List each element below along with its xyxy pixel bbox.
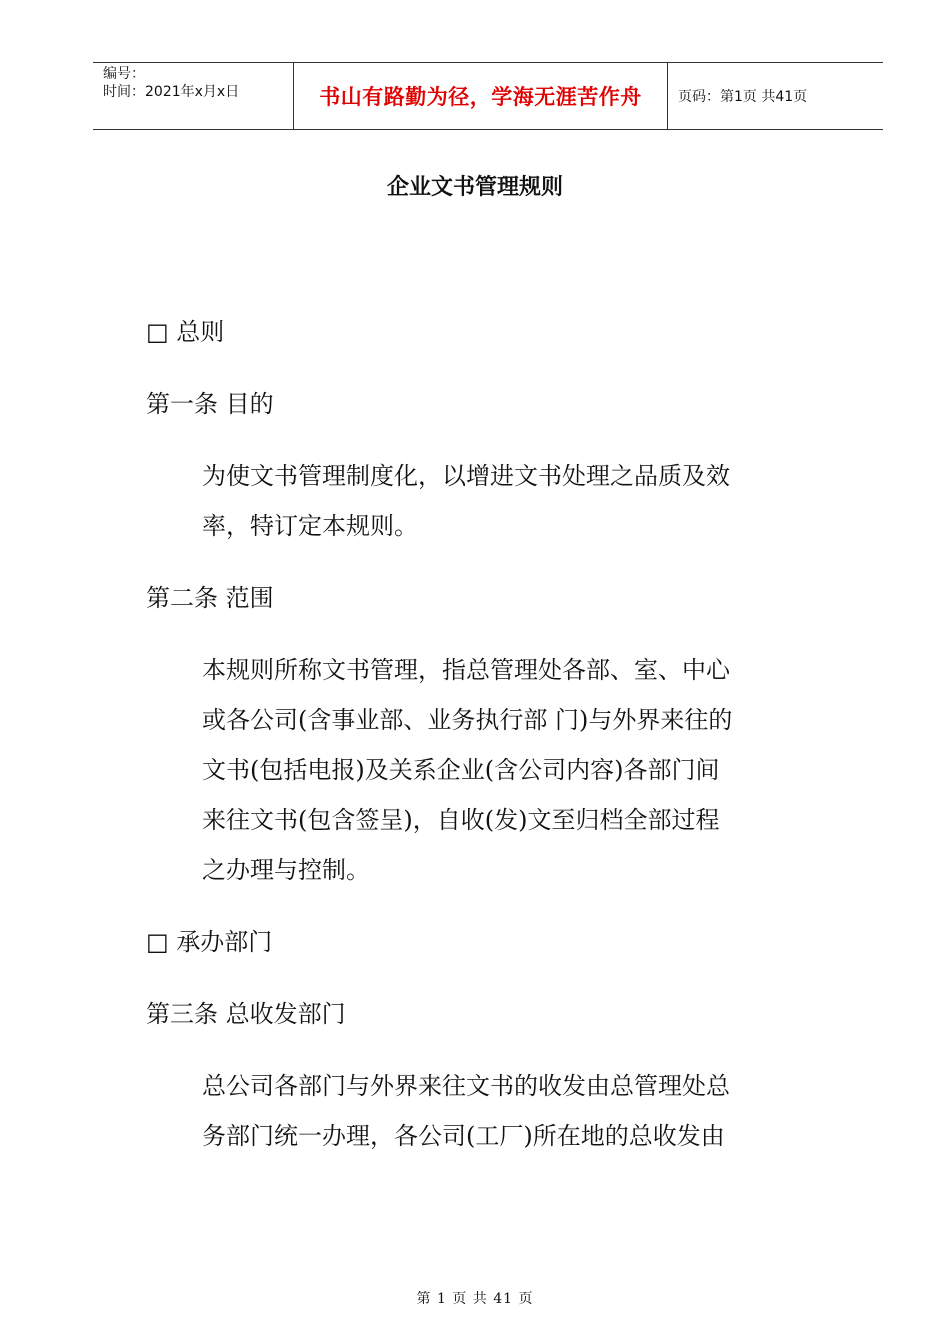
section-heading-departments: □ 承办部门 xyxy=(146,928,273,956)
article-3-heading: 第三条 总收发部门 xyxy=(146,1000,346,1028)
article-2-text-line: 来往文书(包含签呈)，自收(发)文至归档全部过程 xyxy=(202,806,720,834)
header-meta-cell xyxy=(93,63,294,129)
article-1-text-line: 为使文书管理制度化，以增进文书处理之品质及效 xyxy=(202,462,730,490)
section-heading-general: □ 总则 xyxy=(146,318,225,346)
page-footer: 第 1 页 共 41 页 xyxy=(416,1291,534,1307)
article-2-text-line: 或各公司(含事业部、业务执行部 门)与外界来往的 xyxy=(202,706,733,734)
article-2-text-line: 文书(包括电报)及关系企业(含公司内容)各部门间 xyxy=(202,756,720,784)
document-time-label: 时间：2021年x月x日 xyxy=(103,84,240,100)
article-2-heading: 第二条 范围 xyxy=(146,584,274,612)
article-2-text-line: 本规则所称文书管理，指总管理处各部、室、中心 xyxy=(202,656,730,684)
page-header xyxy=(93,62,883,130)
article-1-heading: 第一条 目的 xyxy=(146,390,274,418)
document-title: 企业文书管理规则 xyxy=(386,174,563,200)
article-3-text-line: 总公司各部门与外界来往文书的收发由总管理处总 xyxy=(202,1072,730,1100)
document-number-label: 编号： xyxy=(103,66,145,82)
article-2-text-line: 之办理与控制。 xyxy=(202,856,370,884)
header-motto: 书山有路勤为径，学海无涯苦作舟 xyxy=(294,63,668,129)
header-page-info: 页码：第1页 共41页 xyxy=(678,89,808,105)
article-1-text-line: 率，特订定本规则。 xyxy=(202,512,418,540)
article-3-text-line: 务部门统一办理，各公司(工厂)所在地的总收发由 xyxy=(202,1122,725,1150)
